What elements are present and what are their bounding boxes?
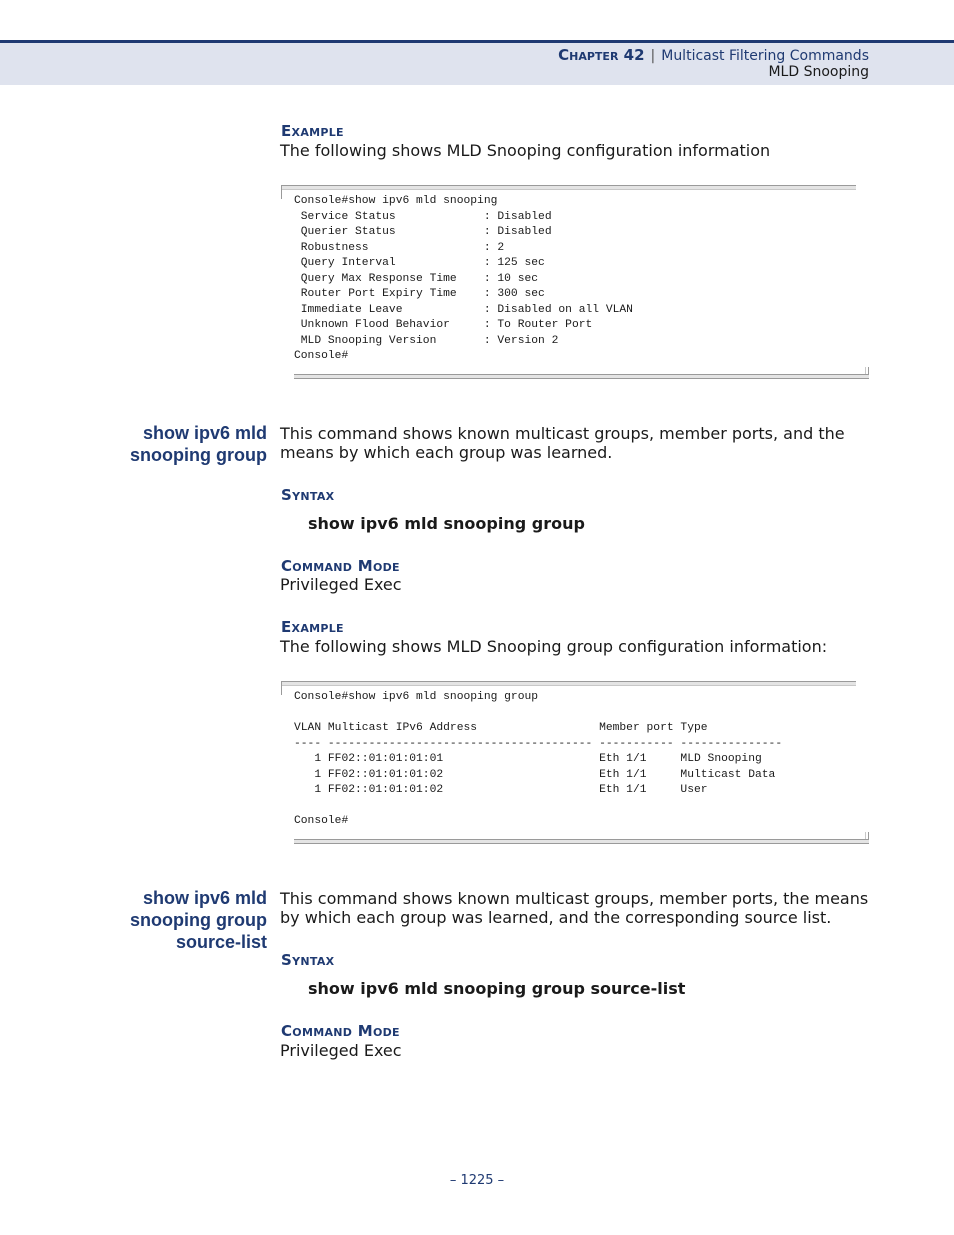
command-heading-line: snooping group bbox=[130, 445, 267, 465]
command-mode-label: Command Mode bbox=[281, 557, 400, 575]
syntax-text: show ipv6 mld snooping group bbox=[308, 514, 585, 533]
command-description: This command shows known multicast groups, member ports, and the means by which each group was learned. bbox=[280, 424, 845, 462]
syntax-text: show ipv6 mld snooping group source-list bbox=[308, 979, 686, 998]
code-block bbox=[281, 185, 869, 381]
code-frame-top bbox=[281, 185, 856, 190]
command-heading bbox=[130, 422, 267, 466]
command-mode-text: Privileged Exec bbox=[280, 1041, 402, 1060]
syntax-label: Syntax bbox=[281, 486, 335, 504]
chapter-number: Chapter 42 bbox=[558, 46, 645, 64]
command-description: This command shows known multicast groups, member ports, the means by which each group was learned, and the corresponding source list. bbox=[280, 889, 869, 927]
code-listing: Console#show ipv6 mld snooping Service Status : Disabled Querier Status : Disabled Robustness : 2 Query Interval : 125 sec Query Max Response Time : 10 sec Router Port Expiry Time : 300 sec Immediate Leave : Disabled on all VLAN Unknown Flood Behavior : To Router Port MLD Snooping Version : Version 2 Console# bbox=[294, 195, 633, 362]
command-mode-label: Command Mode bbox=[281, 1022, 400, 1040]
header-chapter-line bbox=[558, 46, 869, 64]
page-number: – 1225 – bbox=[449, 1173, 505, 1188]
example-text: The following shows MLD Snooping configuration information bbox=[280, 141, 771, 160]
code-listing: Console#show ipv6 mld snooping group VLAN Multicast IPv6 Address Member port Type ---- --------------------------------------- ----------- --------------- 1 FF02::01:01:01:01 Eth 1/1 MLD Snooping 1 FF02::01:01:01:02 Eth 1/1 Multicast Data 1 FF02::01:01:01:02 Eth 1/1 User Console# bbox=[294, 691, 783, 827]
code-frame-bottom bbox=[294, 839, 869, 844]
code-frame-top bbox=[281, 681, 856, 686]
command-heading-line: snooping group bbox=[130, 910, 267, 930]
command-heading-line: show ipv6 mld bbox=[142, 888, 267, 908]
code-block bbox=[281, 681, 869, 846]
command-heading-line: show ipv6 mld bbox=[142, 423, 267, 443]
code-frame-left bbox=[281, 185, 282, 199]
example-label: Example bbox=[281, 122, 344, 140]
code-frame-left bbox=[281, 681, 282, 695]
code-frame-bottom bbox=[294, 374, 869, 379]
command-mode-text: Privileged Exec bbox=[280, 575, 402, 594]
example-text: The following shows MLD Snooping group configuration information: bbox=[280, 637, 828, 656]
command-heading-line: source-list bbox=[175, 932, 267, 952]
command-heading bbox=[130, 887, 267, 953]
header-section: MLD Snooping bbox=[768, 64, 869, 80]
chapter-title: Multicast Filtering Commands bbox=[661, 48, 869, 64]
syntax-label: Syntax bbox=[281, 951, 335, 969]
example-label: Example bbox=[281, 618, 344, 636]
header-separator: | bbox=[650, 48, 656, 64]
